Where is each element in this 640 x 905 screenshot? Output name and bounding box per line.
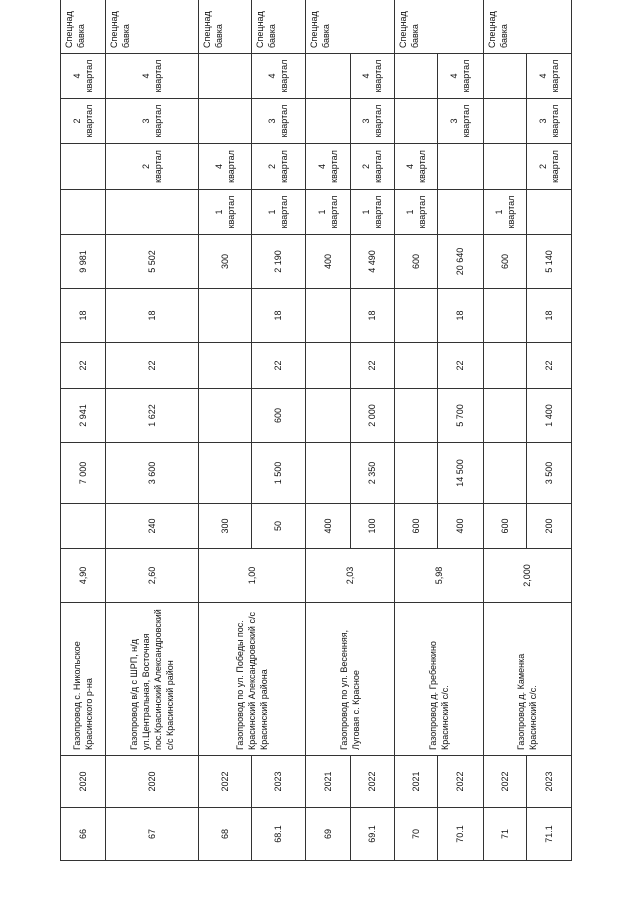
cell-c1: 400 — [306, 504, 351, 549]
quarter-cell — [527, 54, 572, 99]
cell-num: 66 — [61, 808, 106, 861]
quarter-label: квартал — [83, 59, 94, 93]
cell-c6: 400 — [306, 235, 351, 289]
cell-c6: 20 640 — [438, 235, 484, 289]
cell-c4: 22 — [61, 343, 106, 389]
quarter-number: 4 — [361, 73, 372, 79]
quarter-number: 3 — [449, 118, 460, 124]
cell-c2: 3 500 — [527, 443, 572, 504]
quarter-label: квартал — [373, 59, 384, 93]
quarter-label: квартал — [225, 150, 236, 183]
quarter-number: 4 — [267, 73, 278, 79]
quarter-cell — [350, 144, 394, 190]
cell-c5: 18 — [61, 289, 106, 343]
row-68 — [198, 0, 251, 861]
cell-num: 69 — [306, 808, 351, 861]
quarter-number: 4 — [71, 73, 82, 79]
quarter-cell — [198, 190, 251, 235]
row-69 — [306, 0, 351, 861]
quarter-cell — [350, 99, 394, 144]
cell-c1: 400 — [438, 504, 484, 549]
cell-c5 — [483, 289, 527, 343]
cell-c5 — [394, 289, 438, 343]
cell-year: 2020 — [61, 756, 106, 808]
cell-len: 1,00 — [198, 549, 305, 603]
cell-c3: 2 000 — [350, 389, 394, 443]
cell-year: 2023 — [251, 756, 306, 808]
cell-year: 2021 — [394, 756, 438, 808]
cell-c4 — [306, 343, 351, 389]
cell-year: 2021 — [306, 756, 351, 808]
quarter-cell — [61, 190, 106, 235]
cell-name: Газопровод по ул. Весенняя, Луговая с. Красное — [306, 603, 394, 756]
quarter-label: квартал — [373, 195, 384, 229]
cell-contract: Спецнад бавка — [198, 0, 251, 54]
cell-num: 67 — [105, 808, 198, 861]
cell-name: Газопровод д. Каменка Красинский с/с. — [483, 603, 571, 756]
quarter-cell — [483, 54, 527, 99]
quarter-label: квартал — [152, 104, 163, 138]
quarter-number: 1 — [361, 209, 372, 215]
cell-num: 71 — [483, 808, 527, 861]
quarter-cell — [483, 144, 527, 190]
cell-name: Газопровод с. Никольское Красинского р-на — [61, 603, 106, 756]
quarter-number: 4 — [317, 164, 328, 170]
cell-c3 — [483, 389, 527, 443]
quarter-label: квартал — [373, 104, 384, 138]
quarter-label: квартал — [329, 150, 340, 183]
quarter-cell — [105, 99, 198, 144]
cell-contract: Спецнад бавка — [251, 0, 306, 54]
cell-c2: 14 500 — [438, 443, 484, 504]
cell-num: 70.1 — [438, 808, 484, 861]
cell-c5 — [306, 289, 351, 343]
cell-c2: 1 500 — [251, 443, 306, 504]
cell-c1: 300 — [198, 504, 251, 549]
cell-c3: 2 941 — [61, 389, 106, 443]
quarter-label: квартал — [83, 104, 94, 138]
cell-c3: 1 400 — [527, 389, 572, 443]
row-67 — [105, 0, 198, 861]
quarter-number: 2 — [71, 118, 82, 124]
quarter-cell — [306, 99, 351, 144]
quarter-label: квартал — [416, 150, 427, 183]
quarter-cell — [394, 190, 438, 235]
quarter-label: квартал — [152, 59, 163, 93]
cell-c3 — [306, 389, 351, 443]
cell-c6: 600 — [483, 235, 527, 289]
quarter-cell — [61, 99, 106, 144]
cell-c6: 2 190 — [251, 235, 306, 289]
quarter-label: квартал — [550, 59, 561, 93]
cell-num: 70 — [394, 808, 438, 861]
cell-c3: 1 622 — [105, 389, 198, 443]
cell-contract: Спецнад бавка — [105, 0, 198, 54]
quarter-cell — [306, 54, 351, 99]
quarter-cell — [394, 144, 438, 190]
cell-contract: Спецнад бавка — [483, 0, 571, 54]
quarter-cell — [251, 99, 306, 144]
quarter-cell — [350, 190, 394, 235]
quarter-number: 1 — [267, 209, 278, 215]
quarter-cell — [198, 99, 251, 144]
cell-c2: 2 350 — [350, 443, 394, 504]
quarter-cell — [394, 54, 438, 99]
cell-contract: Спецнад бавка — [61, 0, 106, 54]
quarter-label: квартал — [416, 195, 427, 229]
cell-name: Газопровод в/д с ШРП, н/д ул.Центральная, Восточная пос.Красинский Александровский с/с Красинский район — [105, 603, 198, 756]
cell-name: Газопровод д. Гребенкино Красинский с/с. — [394, 603, 483, 756]
cell-c4: 22 — [350, 343, 394, 389]
quarter-number: 3 — [538, 118, 549, 124]
gas-pipeline-table — [60, 0, 572, 861]
cell-c6: 9 981 — [61, 235, 106, 289]
cell-num: 69.1 — [350, 808, 394, 861]
cell-year: 2022 — [483, 756, 527, 808]
table-body — [61, 0, 572, 861]
quarter-cell — [198, 54, 251, 99]
cell-c4 — [198, 343, 251, 389]
cell-len: 2,03 — [306, 549, 394, 603]
quarter-cell — [438, 190, 484, 235]
quarter-number: 4 — [140, 73, 151, 79]
row-70 — [394, 0, 438, 861]
cell-c6: 600 — [394, 235, 438, 289]
quarter-number: 3 — [267, 118, 278, 124]
quarter-number: 3 — [140, 118, 151, 124]
quarter-cell — [105, 144, 198, 190]
quarter-label: квартал — [550, 150, 561, 183]
quarter-number: 3 — [361, 118, 372, 124]
cell-c1: 600 — [483, 504, 527, 549]
cell-num: 71.1 — [527, 808, 572, 861]
quarter-label: квартал — [550, 104, 561, 138]
quarter-cell — [438, 144, 484, 190]
quarter-number: 1 — [404, 209, 415, 215]
quarter-label: квартал — [461, 59, 472, 93]
quarter-number: 2 — [267, 164, 278, 170]
cell-c1: 100 — [350, 504, 394, 549]
cell-c2 — [394, 443, 438, 504]
cell-year: 2022 — [438, 756, 484, 808]
cell-c4 — [394, 343, 438, 389]
cell-len: 2,60 — [105, 549, 198, 603]
cell-c1: 600 — [394, 504, 438, 549]
row-71 — [483, 0, 527, 861]
rotated-page — [60, 11, 572, 861]
cell-c4: 22 — [105, 343, 198, 389]
quarter-cell — [527, 190, 572, 235]
quarter-cell — [61, 144, 106, 190]
cell-c6: 5 502 — [105, 235, 198, 289]
cell-c2: 7 000 — [61, 443, 106, 504]
quarter-cell — [306, 144, 351, 190]
cell-c6: 300 — [198, 235, 251, 289]
cell-c3: 5 700 — [438, 389, 484, 443]
cell-name: Газопровод по ул. Победы пос. Красинский Александровский с/с Красинский района — [198, 603, 305, 756]
quarter-number: 1 — [494, 209, 505, 215]
quarter-cell — [61, 54, 106, 99]
quarter-label: квартал — [461, 104, 472, 138]
cell-len: 4,90 — [61, 549, 106, 603]
quarter-cell — [251, 54, 306, 99]
cell-c5: 18 — [105, 289, 198, 343]
quarter-cell — [438, 99, 484, 144]
cell-c1: 240 — [105, 504, 198, 549]
quarter-cell — [394, 99, 438, 144]
quarter-label: квартал — [279, 150, 290, 183]
quarter-number: 2 — [538, 164, 549, 170]
quarter-cell — [198, 144, 251, 190]
cell-num: 68 — [198, 808, 251, 861]
cell-c2 — [198, 443, 251, 504]
quarter-label: квартал — [373, 150, 384, 183]
cell-c5: 18 — [350, 289, 394, 343]
quarter-label: квартал — [225, 195, 236, 229]
quarter-label: квартал — [279, 195, 290, 229]
row-66 — [61, 0, 106, 861]
quarter-cell — [483, 99, 527, 144]
quarter-number: 4 — [213, 164, 224, 170]
cell-c4 — [483, 343, 527, 389]
cell-contract: Спецнад бавка — [394, 0, 483, 54]
cell-year: 2022 — [198, 756, 251, 808]
quarter-number: 4 — [449, 73, 460, 79]
quarter-cell — [527, 99, 572, 144]
quarter-number: 1 — [213, 209, 224, 215]
cell-year: 2020 — [105, 756, 198, 808]
cell-c3: 600 — [251, 389, 306, 443]
cell-len: 5,98 — [394, 549, 483, 603]
cell-c1: 50 — [251, 504, 306, 549]
quarter-cell — [527, 144, 572, 190]
quarter-label: квартал — [152, 150, 163, 183]
cell-c5 — [198, 289, 251, 343]
quarter-label: квартал — [329, 195, 340, 229]
quarter-number: 4 — [538, 73, 549, 79]
quarter-number: 2 — [361, 164, 372, 170]
cell-c2: 3 600 — [105, 443, 198, 504]
cell-num: 68.1 — [251, 808, 306, 861]
cell-year: 2022 — [350, 756, 394, 808]
quarter-number: 4 — [404, 164, 415, 170]
quarter-cell — [350, 54, 394, 99]
cell-c2 — [483, 443, 527, 504]
cell-c1: 200 — [527, 504, 572, 549]
cell-year: 2023 — [527, 756, 572, 808]
cell-c1 — [61, 504, 106, 549]
quarter-cell — [251, 144, 306, 190]
cell-c6: 4 490 — [350, 235, 394, 289]
cell-c2 — [306, 443, 351, 504]
cell-c5: 18 — [251, 289, 306, 343]
quarter-cell — [483, 190, 527, 235]
quarter-number: 1 — [317, 209, 328, 215]
quarter-label: квартал — [506, 195, 517, 229]
cell-contract: Спецнад бавка — [306, 0, 394, 54]
quarter-number: 2 — [140, 164, 151, 170]
cell-c3 — [198, 389, 251, 443]
quarter-cell — [105, 54, 198, 99]
cell-c3 — [394, 389, 438, 443]
cell-len: 2,000 — [483, 549, 571, 603]
quarter-cell — [306, 190, 351, 235]
cell-c4: 22 — [251, 343, 306, 389]
quarter-label: квартал — [279, 59, 290, 93]
quarter-cell — [105, 190, 198, 235]
quarter-label: квартал — [279, 104, 290, 138]
cell-c5: 18 — [438, 289, 484, 343]
quarter-cell — [438, 54, 484, 99]
cell-c5: 18 — [527, 289, 572, 343]
cell-c4: 22 — [438, 343, 484, 389]
cell-c6: 5 140 — [527, 235, 572, 289]
cell-c4: 22 — [527, 343, 572, 389]
quarter-cell — [251, 190, 306, 235]
